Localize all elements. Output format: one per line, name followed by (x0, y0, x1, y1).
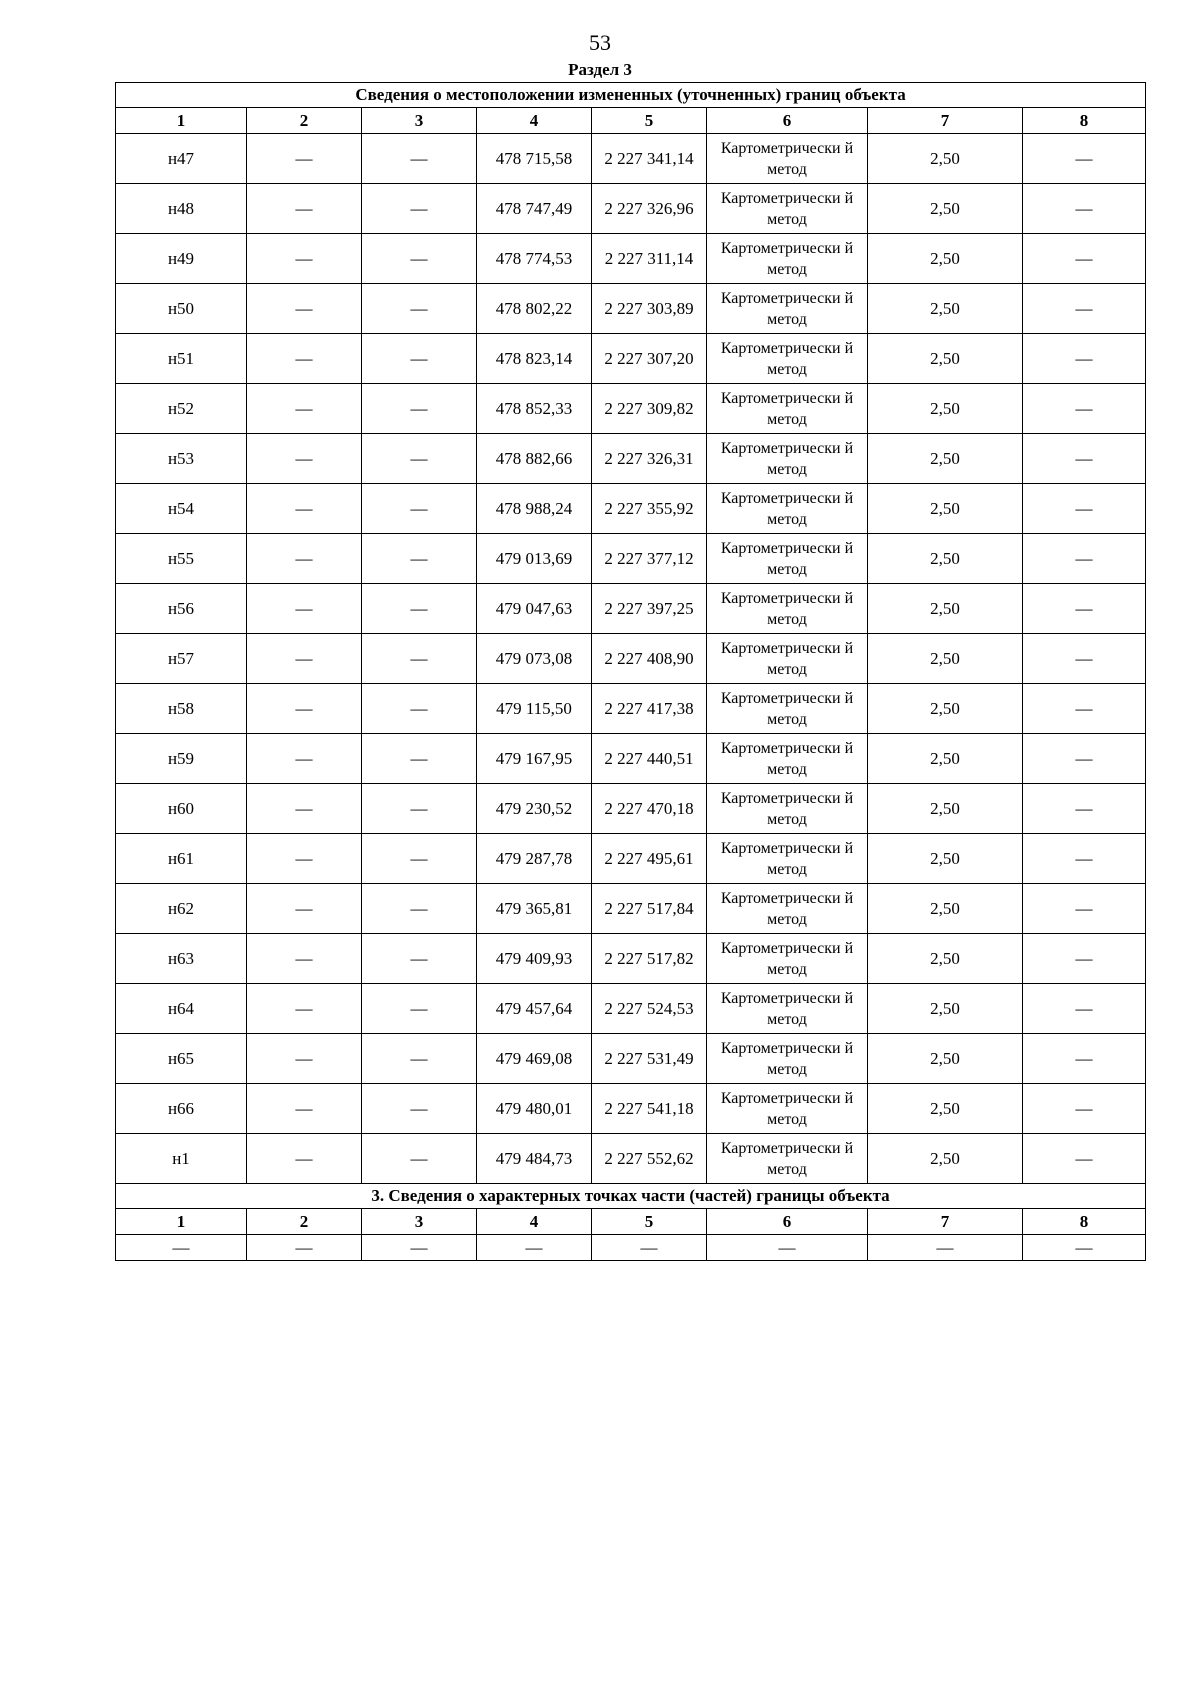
table-cell: 479 073,08 (477, 634, 592, 684)
table-cell: н60 (116, 784, 247, 834)
table-cell: 2 227 311,14 (592, 234, 707, 284)
table-cell: н57 (116, 634, 247, 684)
table-cell: 2,50 (868, 684, 1023, 734)
table-cell: Картометрически й метод (707, 534, 868, 584)
table-cell: — (1023, 834, 1146, 884)
table-cell: Картометрически й метод (707, 734, 868, 784)
column-header: 3 (362, 1209, 477, 1235)
table-row (116, 634, 1146, 684)
table-cell: 2,50 (868, 234, 1023, 284)
table-cell: — (247, 284, 362, 334)
table-cell: — (477, 1235, 592, 1261)
table-cell: 2 227 470,18 (592, 784, 707, 834)
table-row (116, 434, 1146, 484)
table-cell: — (1023, 234, 1146, 284)
table-cell: 2,50 (868, 134, 1023, 184)
column-header: 6 (707, 1209, 868, 1235)
table-cell: 2 227 408,90 (592, 634, 707, 684)
table-cell: 2,50 (868, 434, 1023, 484)
table-row (116, 484, 1146, 534)
table-cell: — (362, 584, 477, 634)
table-cell: 2,50 (868, 884, 1023, 934)
table-cell: 2,50 (868, 1084, 1023, 1134)
table-cell: — (362, 534, 477, 584)
table-cell: — (362, 1235, 477, 1261)
table-cell: н56 (116, 584, 247, 634)
table-cell: — (362, 784, 477, 834)
table-cell: — (1023, 1084, 1146, 1134)
table-cell: — (247, 984, 362, 1034)
table-cell: 478 715,58 (477, 134, 592, 184)
table-cell: 2 227 440,51 (592, 734, 707, 784)
table-cell: 2,50 (868, 484, 1023, 534)
table-cell: Картометрически й метод (707, 1084, 868, 1134)
table-cell: н49 (116, 234, 247, 284)
table-cell: Картометрически й метод (707, 1034, 868, 1084)
table-cell: 2 227 309,82 (592, 384, 707, 434)
table-cell: Картометрически й метод (707, 434, 868, 484)
table-cell: — (362, 1134, 477, 1184)
table-cell: — (362, 1084, 477, 1134)
table-cell: Картометрически й метод (707, 334, 868, 384)
table-cell: Картометрически й метод (707, 784, 868, 834)
table-cell: Картометрически й метод (707, 484, 868, 534)
table-cell: 478 988,24 (477, 484, 592, 534)
table-cell: 2,50 (868, 1034, 1023, 1084)
table-cell: — (362, 234, 477, 284)
table-cell: — (247, 884, 362, 934)
table2-caption-row (116, 1184, 1146, 1209)
table-cell: — (868, 1235, 1023, 1261)
table-cell: н64 (116, 984, 247, 1034)
table-cell: 2 227 531,49 (592, 1034, 707, 1084)
column-header: 4 (477, 1209, 592, 1235)
table-cell: — (247, 634, 362, 684)
table-cell: 2,50 (868, 1134, 1023, 1184)
table-cell: 479 469,08 (477, 1034, 592, 1084)
table-cell: 2,50 (868, 634, 1023, 684)
table-cell: 2,50 (868, 834, 1023, 884)
table-cell: 479 167,95 (477, 734, 592, 784)
table-cell: н65 (116, 1034, 247, 1084)
table-cell: — (1023, 1034, 1146, 1084)
table-cell: — (1023, 184, 1146, 234)
column-header: 5 (592, 1209, 707, 1235)
table-cell: 478 852,33 (477, 384, 592, 434)
table-cell: 479 409,93 (477, 934, 592, 984)
table-row (116, 284, 1146, 334)
table-cell: — (247, 334, 362, 384)
table-cell: 2,50 (868, 734, 1023, 784)
table-cell: 2 227 417,38 (592, 684, 707, 734)
column-header: 2 (247, 1209, 362, 1235)
table-cell: 2 227 517,82 (592, 934, 707, 984)
table-cell: — (247, 684, 362, 734)
table-cell: — (362, 934, 477, 984)
table-row (116, 684, 1146, 734)
table-cell: Картометрически й метод (707, 634, 868, 684)
table-row (116, 234, 1146, 284)
table-cell: — (362, 1034, 477, 1084)
table-cell: 2 227 377,12 (592, 534, 707, 584)
table-cell: Картометрически й метод (707, 184, 868, 234)
table-cell: 2 227 524,53 (592, 984, 707, 1034)
table-cell: 2 227 397,25 (592, 584, 707, 634)
table-cell: 2 227 307,20 (592, 334, 707, 384)
table-cell: Картометрически й метод (707, 684, 868, 734)
table-cell: — (1023, 334, 1146, 384)
table-cell: — (247, 584, 362, 634)
table-row (116, 184, 1146, 234)
table-cell: Картометрически й метод (707, 884, 868, 934)
table-cell: н51 (116, 334, 247, 384)
table2-caption: 3. Сведения о характерных точках части (частей) границы объекта (116, 1184, 1146, 1209)
table-cell: — (116, 1235, 247, 1261)
table-cell: н66 (116, 1084, 247, 1134)
table-cell: — (247, 934, 362, 984)
table-cell: Картометрически й метод (707, 134, 868, 184)
table-cell: — (1023, 884, 1146, 934)
column-header: 6 (707, 108, 868, 134)
table-cell: — (247, 234, 362, 284)
table-cell: — (1023, 1235, 1146, 1261)
table-cell: Картометрически й метод (707, 384, 868, 434)
table-cell: — (362, 684, 477, 734)
table-cell: Картометрически й метод (707, 984, 868, 1034)
table-cell: 479 365,81 (477, 884, 592, 934)
table-cell: — (362, 484, 477, 534)
table-cell: 479 484,73 (477, 1134, 592, 1184)
table-cell: — (247, 534, 362, 584)
table-row (116, 734, 1146, 784)
table-cell: 2,50 (868, 534, 1023, 584)
table1-header-row (116, 108, 1146, 134)
table-cell: — (1023, 734, 1146, 784)
table-cell: 2 227 303,89 (592, 284, 707, 334)
table-cell: 2 227 355,92 (592, 484, 707, 534)
table-cell: н59 (116, 734, 247, 784)
table-cell: 479 230,52 (477, 784, 592, 834)
table-cell: — (362, 384, 477, 434)
table-cell: н61 (116, 834, 247, 884)
table-cell: — (247, 384, 362, 434)
table-cell: — (362, 984, 477, 1034)
table-cell: 479 457,64 (477, 984, 592, 1034)
table-row (116, 934, 1146, 984)
table-row (116, 884, 1146, 934)
table-cell: Картометрически й метод (707, 834, 868, 884)
table-cell: — (362, 884, 477, 934)
table-row (116, 784, 1146, 834)
table-cell: н62 (116, 884, 247, 934)
table-cell: 2,50 (868, 934, 1023, 984)
table-cell: — (1023, 484, 1146, 534)
column-header: 2 (247, 108, 362, 134)
column-header: 1 (116, 108, 247, 134)
table-row (116, 384, 1146, 434)
table-cell: 2,50 (868, 384, 1023, 434)
table2-header-row (116, 1209, 1146, 1235)
table-cell: 2 227 326,31 (592, 434, 707, 484)
table-cell: 2,50 (868, 184, 1023, 234)
table-cell: н55 (116, 534, 247, 584)
table-cell: 2 227 495,61 (592, 834, 707, 884)
table-cell: н54 (116, 484, 247, 534)
table-cell: 478 823,14 (477, 334, 592, 384)
table-cell: — (1023, 784, 1146, 834)
table-cell: н63 (116, 934, 247, 984)
table-cell: — (247, 1034, 362, 1084)
table-cell: 2 227 326,96 (592, 184, 707, 234)
table1-caption: Сведения о местоположении измененных (уточненных) границ объекта (116, 83, 1146, 108)
table-cell: Картометрически й метод (707, 284, 868, 334)
table-cell: 479 047,63 (477, 584, 592, 634)
table-cell: 2 227 517,84 (592, 884, 707, 934)
column-header: 4 (477, 108, 592, 134)
table-cell: — (247, 434, 362, 484)
table-cell: — (362, 734, 477, 784)
table-cell: — (1023, 1134, 1146, 1184)
table-cell: — (362, 184, 477, 234)
table-cell: — (247, 1134, 362, 1184)
table-row (116, 1134, 1146, 1184)
table-cell: 479 287,78 (477, 834, 592, 884)
table-cell: — (247, 484, 362, 534)
table-cell: 2,50 (868, 334, 1023, 384)
table-cell: — (1023, 434, 1146, 484)
table-cell: — (1023, 934, 1146, 984)
section-title: Раздел 3 (568, 60, 632, 79)
table-cell: — (1023, 684, 1146, 734)
table-row (116, 584, 1146, 634)
table-cell: — (1023, 584, 1146, 634)
table-cell: — (1023, 534, 1146, 584)
table-cell: н47 (116, 134, 247, 184)
table-cell: 478 747,49 (477, 184, 592, 234)
table-cell: — (1023, 984, 1146, 1034)
table-cell: — (362, 284, 477, 334)
table-cell: — (247, 834, 362, 884)
table-row (116, 334, 1146, 384)
table-row (116, 834, 1146, 884)
table-cell: н48 (116, 184, 247, 234)
table-cell: Картометрически й метод (707, 934, 868, 984)
table-cell: — (362, 334, 477, 384)
table-cell: — (1023, 134, 1146, 184)
table-cell: н1 (116, 1134, 247, 1184)
page-number: 53 (589, 30, 611, 55)
table-cell: 2 227 552,62 (592, 1134, 707, 1184)
table-cell: 2,50 (868, 584, 1023, 634)
table-cell: — (362, 134, 477, 184)
table-cell: — (1023, 284, 1146, 334)
table-cell: 479 480,01 (477, 1084, 592, 1134)
column-header: 8 (1023, 108, 1146, 134)
table-cell: 2,50 (868, 284, 1023, 334)
table-cell: — (247, 1235, 362, 1261)
table-body (116, 83, 1146, 1261)
table-row (116, 1084, 1146, 1134)
table-cell: 2 227 541,18 (592, 1084, 707, 1134)
table-cell: 478 882,66 (477, 434, 592, 484)
table-cell: — (247, 134, 362, 184)
table-row (116, 984, 1146, 1034)
column-header: 7 (868, 108, 1023, 134)
table-cell: — (247, 784, 362, 834)
table-cell: 2,50 (868, 784, 1023, 834)
table-cell: — (362, 434, 477, 484)
table-cell: 479 115,50 (477, 684, 592, 734)
boundary-points-table (115, 82, 1146, 1261)
table-row (116, 534, 1146, 584)
column-header: 7 (868, 1209, 1023, 1235)
table-cell: 479 013,69 (477, 534, 592, 584)
table-cell: н50 (116, 284, 247, 334)
table-row (116, 1034, 1146, 1084)
table-cell: н53 (116, 434, 247, 484)
table-cell: — (592, 1235, 707, 1261)
column-header: 5 (592, 108, 707, 134)
table-cell: — (1023, 384, 1146, 434)
table-row (116, 1235, 1146, 1261)
table-cell: — (362, 834, 477, 884)
table-row (116, 134, 1146, 184)
table-cell: — (247, 1084, 362, 1134)
table-cell: 2,50 (868, 984, 1023, 1034)
table-cell: Картометрически й метод (707, 584, 868, 634)
table-cell: Картометрически й метод (707, 1134, 868, 1184)
table-cell: 2 227 341,14 (592, 134, 707, 184)
column-header: 1 (116, 1209, 247, 1235)
table-cell: — (247, 184, 362, 234)
table-cell: 478 802,22 (477, 284, 592, 334)
table-cell: — (707, 1235, 868, 1261)
table-cell: н52 (116, 384, 247, 434)
table-cell: Картометрически й метод (707, 234, 868, 284)
column-header: 3 (362, 108, 477, 134)
column-header: 8 (1023, 1209, 1146, 1235)
table1-caption-row (116, 83, 1146, 108)
table-cell: н58 (116, 684, 247, 734)
table-cell: 478 774,53 (477, 234, 592, 284)
table-cell: — (247, 734, 362, 784)
table-cell: — (362, 634, 477, 684)
table-cell: — (1023, 634, 1146, 684)
